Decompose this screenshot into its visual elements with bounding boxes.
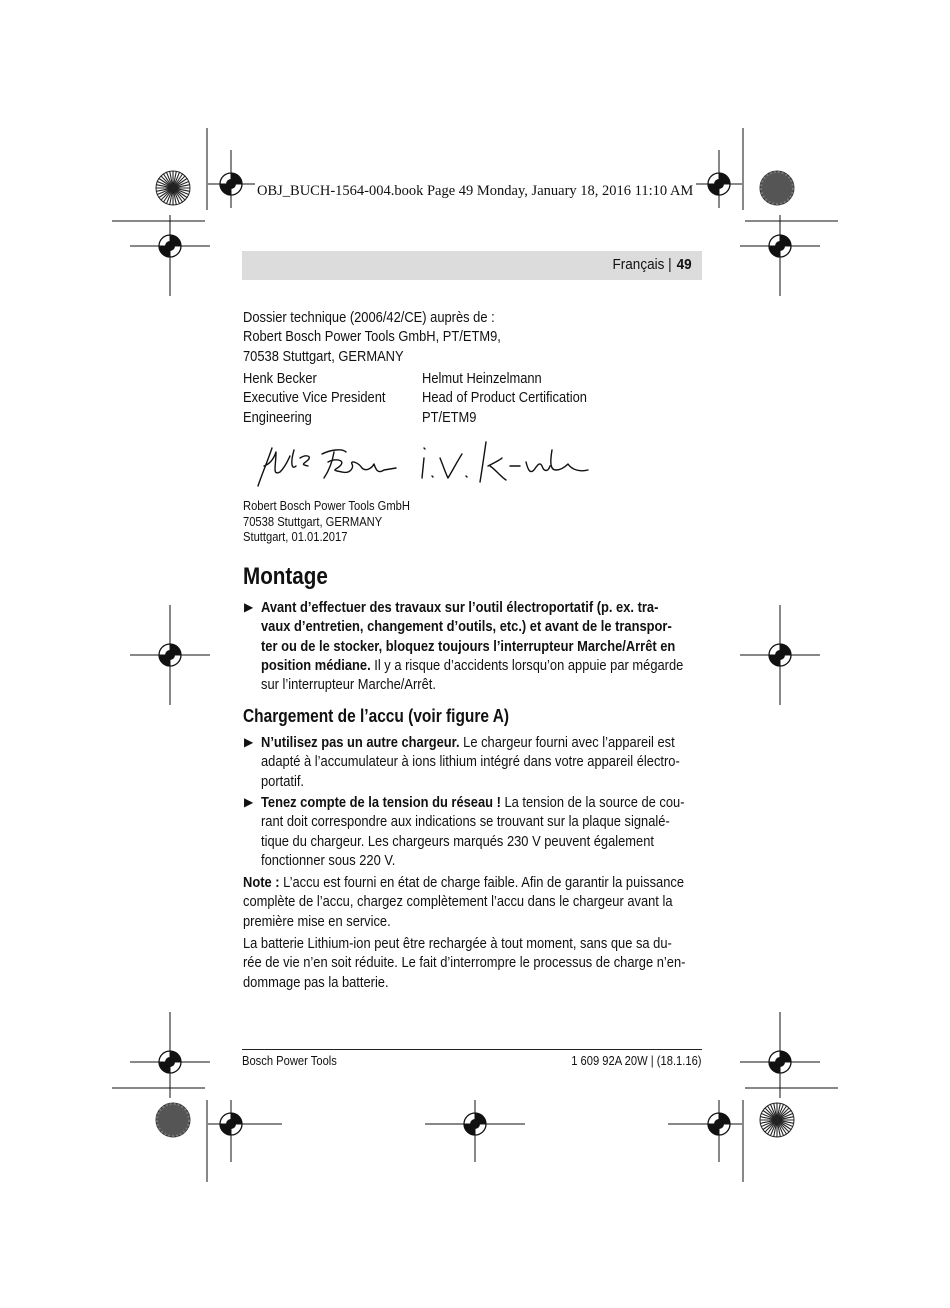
header-page-number: 49 xyxy=(676,256,692,273)
page-header-band xyxy=(242,251,702,280)
section-heading-montage: Montage xyxy=(243,563,328,590)
triangle-bullet-icon: ▶ xyxy=(244,735,254,749)
book-file-header: OBJ_BUCH-1564-004.book Page 49 Monday, January 18, 2016 11:10 AM xyxy=(257,183,694,199)
handwritten-signatures xyxy=(250,436,600,494)
footer-document-code: 1 609 92A 20W | (18.1.16) xyxy=(571,1053,702,1068)
charger-bullet: N’utilisez pas un autre chargeur. Le chargeur fourni avec l’appareil est adapté à l’accumulateur à ions lithium intégré dans votre appareil électro- portatif. xyxy=(261,734,680,790)
dossier-technique-block: Dossier technique (2006/42/CE) auprès de : Robert Bosch Power Tools GmbH, PT/ETM9, 70538 Stuttgart, GERMANY xyxy=(243,309,501,365)
footer-brand: Bosch Power Tools xyxy=(242,1053,337,1068)
triangle-bullet-icon: ▶ xyxy=(244,795,254,809)
company-address-block: Robert Bosch Power Tools GmbH 70538 Stuttgart, GERMANY Stuttgart, 01.01.2017 xyxy=(243,498,410,544)
subsection-heading-chargement: Chargement de l’accu (voir figure A) xyxy=(243,706,510,726)
header-language: Français | xyxy=(612,256,672,273)
signatory-left: Henk Becker Executive Vice President Engineering xyxy=(243,370,386,426)
battery-paragraph: La batterie Lithium-ion peut être rechargée à tout moment, sans que sa du- rée de vie n’en soit réduite. Le fait d’interrompre le processus de charge n’en- dommage pas la batterie. xyxy=(243,935,686,991)
footer-rule xyxy=(242,1049,702,1050)
montage-safety-bullet: Avant d’effectuer des travaux sur l’outil électroportatif (p. ex. tra- vaux d’entretien, changement d’outils, etc.) et avant de le transpor- ter ou de le stocker, bloquez toujours l’interrupteur Marche/Arrêt en position médiane. Il y a risque d’accidents lorsqu’on appuie par mégarde sur l’interrupteur Marche/Arrêt. xyxy=(261,599,684,694)
voltage-bullet: Tenez compte de la tension du réseau ! La tension de la source de cou- rant doit correspondre aux indications se trouvant sur la plaque signalé- tique du chargeur. Les chargeurs marqués 230 V peuvent également fonctionner sous 220 V. xyxy=(261,794,685,869)
signatory-right: Helmut Heinzelmann Head of Product Certification PT/ETM9 xyxy=(422,370,587,426)
triangle-bullet-icon: ▶ xyxy=(244,600,254,614)
note-paragraph: Note : L’accu est fourni en état de charge faible. Afin de garantir la puissance complète de l’accu, chargez complètement l’accu dans le chargeur avant la première mise en service. xyxy=(243,874,685,930)
